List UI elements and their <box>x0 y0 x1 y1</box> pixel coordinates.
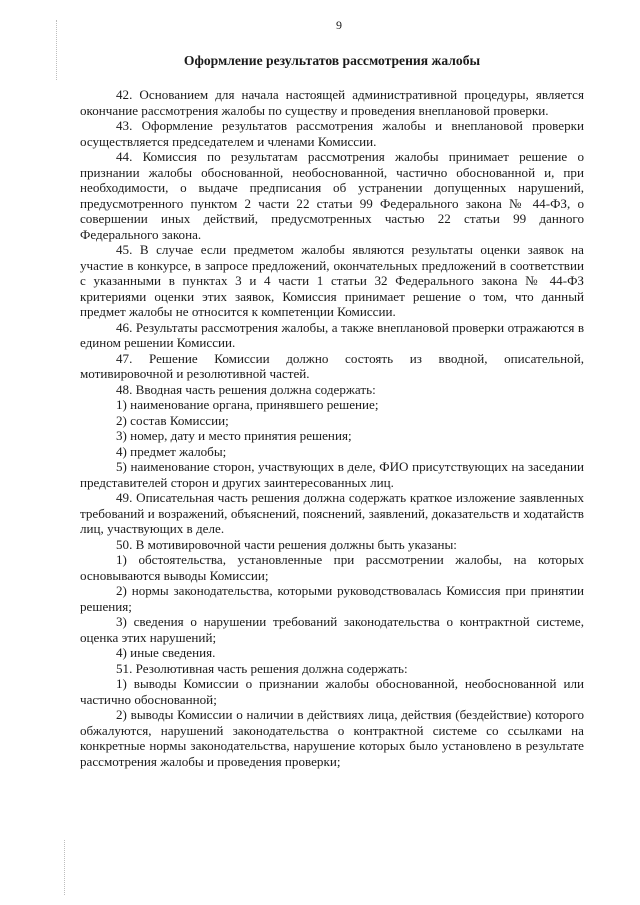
paragraph-51: 51. Резолютивная часть решения должна содержать: <box>116 660 408 676</box>
paragraph-47: 47. Решение Комиссии должно состоять из вводной, описательной, мотивировочной и резолютивной частей. <box>80 350 584 381</box>
list-item-48-2: 2) состав Комиссии; <box>116 412 229 428</box>
list-item-50-1: 1) обстоятельства, установленные при рассмотрении жалобы, на которых основываются выводы Комиссии; <box>80 552 584 583</box>
list-item-50-3: 3) сведения о нарушении требований законодательства о контрактной системе, оценка этих нарушений; <box>80 614 584 645</box>
scan-artifact-left-top <box>56 20 58 80</box>
page-number: 9 <box>336 18 342 32</box>
document-body <box>80 87 584 769</box>
paragraph-43: 43. Оформление результатов рассмотрения жалобы и внеплановой проверки осуществляется председателем и членами Комиссии. <box>80 118 584 149</box>
paragraph-46: 46. Результаты рассмотрения жалобы, а также внеплановой проверки отражаются в едином решении Комиссии. <box>80 319 584 350</box>
paragraph-44: 44. Комиссия по результатам рассмотрения жалобы принимает решение о признании жалобы обоснованной, необоснованной, частично обоснованной и, при необходимости, о выдаче предписания об устранении допущенных нарушений, предусмотренного пунктом 2 части 22 статьи 99 Федерального закона № 44-ФЗ, о совершении иных действий, предусмотренных частью 22 статьи 99 данного Федерального закона. <box>80 149 584 242</box>
list-item-50-4: 4) иные сведения. <box>116 645 216 660</box>
paragraph-50: 50. В мотивировочной части решения должны быть указаны: <box>116 536 457 552</box>
list-item-51-2: 2) выводы Комиссии о наличии в действиях лица, действия (бездействие) которого обжалуются, нарушений законодательства о контрактной системе со ссылками на конкретные нормы законодательства, нарушение которых было установлено в результате рассмотрения жалобы и проведения проверки; <box>80 707 584 769</box>
list-item-48-1: 1) наименование органа, принявшего решение; <box>116 397 379 412</box>
paragraph-49: 49. Описательная часть решения должна содержать краткое изложение заявленных требований и возражений, объяснений, пояснений, заявлений, доказательств и ходатайств лиц, участвующих в деле. <box>80 490 584 536</box>
paragraph-45: 45. В случае если предметом жалобы являются результаты оценки заявок на участие в конкурсе, в запросе предложений, окончательных предложений в соответствии с указанными в пунктах 3 и 4 части 1 статьи 32 Федерального закона № 44-ФЗ критериями оценки этих заявок, Комиссия принимает решение о том, что данный предмет жалобы не относится к компетенции Комиссии. <box>80 242 584 319</box>
paragraph-48: 48. Вводная часть решения должна содержать: <box>116 381 376 397</box>
list-item-51-1: 1) выводы Комиссии о признании жалобы обоснованной, необоснованной или частично обоснованной; <box>80 676 584 707</box>
scan-artifact-left-bottom <box>64 840 66 895</box>
list-item-48-3: 3) номер, дату и место принятия решения; <box>116 428 352 443</box>
paragraph-42: 42. Основанием для начала настоящей административной процедуры, является окончание рассмотрения жалобы по существу и проведения внеплановой проверки. <box>80 87 584 118</box>
list-item-48-4: 4) предмет жалобы; <box>116 443 227 459</box>
section-title: Оформление результатов рассмотрения жалобы <box>183 53 481 68</box>
list-item-48-5: 5) наименование сторон, участвующих в деле, ФИО присутствующих на заседании представителей сторон и других заинтересованных лиц. <box>80 459 584 490</box>
list-item-50-2: 2) нормы законодательства, которыми руководствовалась Комиссия при принятии решения; <box>80 583 584 614</box>
